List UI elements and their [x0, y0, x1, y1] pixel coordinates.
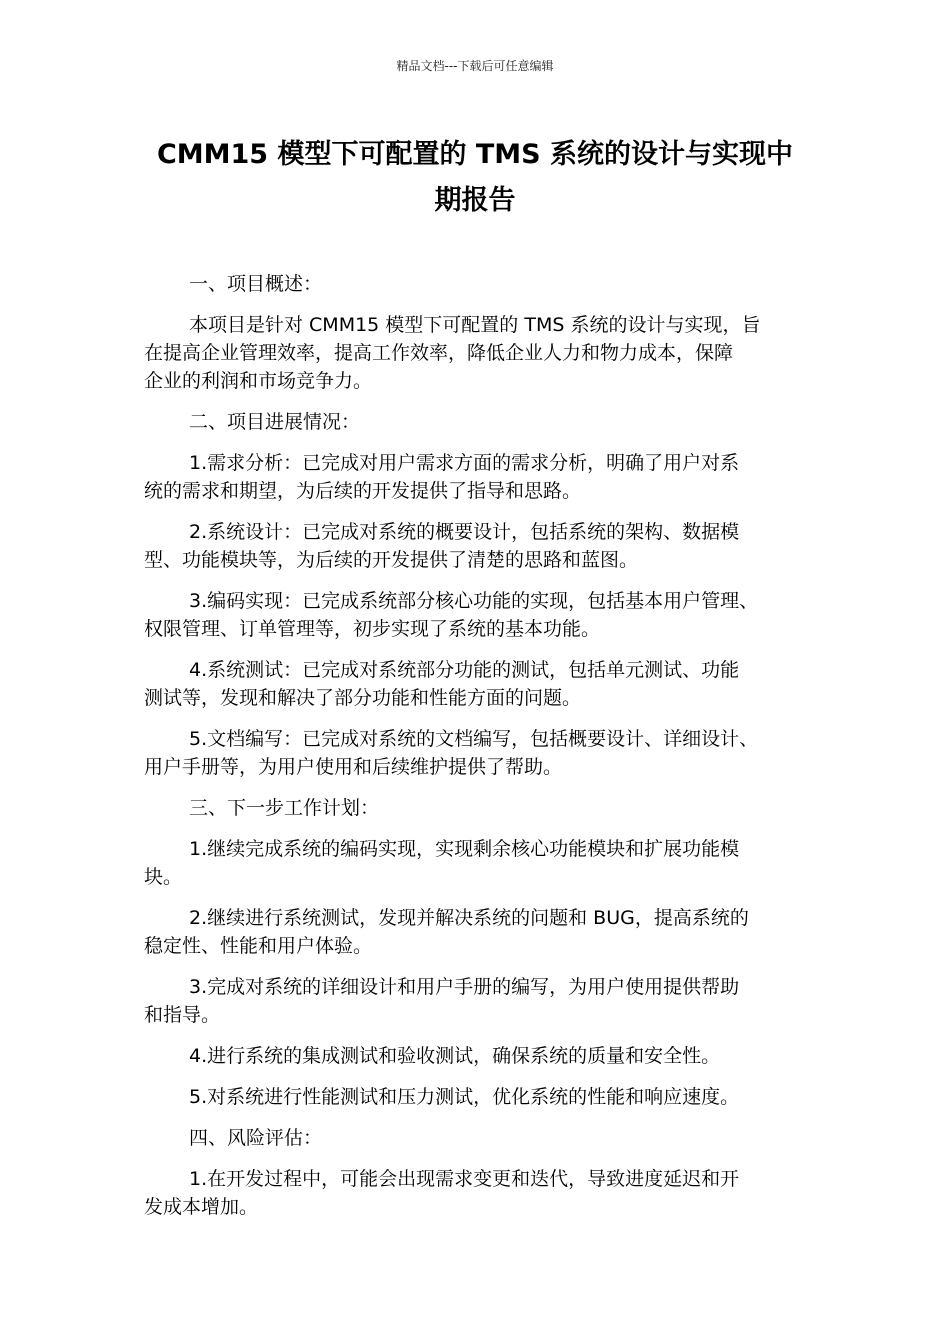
section-heading-overview: [144, 270, 806, 298]
text-line: 3.编码实现：已完成系统部分核心功能的实现，包括基本用户管理、: [189, 590, 759, 612]
title-line-2: 期报告: [434, 185, 516, 216]
text-line: 1.需求分析：已完成对用户需求方面的需求分析，明确了用户对系: [189, 452, 740, 474]
text-line: 权限管理、订单管理等，初步实现了系统的基本功能。: [144, 618, 601, 640]
text-line: 2.系统设计：已完成对系统的概要设计，包括系统的架构、数据模: [189, 521, 740, 543]
section-heading-progress: [144, 408, 806, 436]
progress-item-1: [144, 449, 806, 505]
text-line: 块。: [144, 866, 183, 888]
risk-item-1: [144, 1165, 806, 1221]
document-title: [140, 132, 810, 224]
text-line: 一、项目概述：: [189, 273, 323, 295]
overview-paragraph: [144, 311, 806, 395]
document-body: [144, 270, 806, 1234]
text-line: 本项目是针对 CMM15 模型下可配置的 TMS 系统的设计与实现，旨: [189, 314, 761, 336]
text-line: 1.在开发过程中，可能会出现需求变更和迭代，导致进度延迟和开: [189, 1168, 740, 1190]
title-line-1: CMM15 模型下可配置的 TMS 系统的设计与实现中: [156, 139, 794, 170]
text-line: 测试等，发现和解决了部分功能和性能方面的问题。: [144, 687, 582, 709]
text-line: 5.对系统进行性能测试和压力测试，优化系统的性能和响应速度。: [189, 1086, 740, 1108]
progress-item-3: [144, 587, 806, 643]
text-line: 5.文档编写：已完成对系统的文档编写，包括概要设计、详细设计、: [189, 728, 759, 750]
plan-item-4: [144, 1042, 806, 1070]
page-header: 精品文档---下载后可任意编辑: [396, 59, 554, 73]
section-heading-risk: [144, 1124, 806, 1152]
text-line: 在提高企业管理效率，提高工作效率，降低企业人力和物力成本，保障: [144, 342, 734, 364]
text-line: 发成本增加。: [144, 1196, 259, 1218]
text-line: 4.系统测试：已完成对系统部分功能的测试，包括单元测试、功能: [189, 659, 740, 681]
text-line: 用户手册等，为用户使用和后续维护提供了帮助。: [144, 756, 563, 778]
text-line: 三、下一步工作计划：: [189, 797, 380, 819]
progress-item-5: [144, 725, 806, 781]
plan-item-1: [144, 835, 806, 891]
text-line: 型、功能模块等，为后续的开发提供了清楚的思路和蓝图。: [144, 549, 639, 571]
text-line: 2.继续进行系统测试，发现并解决系统的问题和 BUG，提高系统的: [189, 907, 749, 929]
plan-item-3: [144, 973, 806, 1029]
plan-item-5: [144, 1083, 806, 1111]
text-line: 3.完成对系统的详细设计和用户手册的编写，为用户使用提供帮助: [189, 976, 740, 998]
text-line: 4.进行系统的集成测试和验收测试，确保系统的质量和安全性。: [189, 1045, 721, 1067]
text-line: 和指导。: [144, 1004, 221, 1026]
text-line: 四、风险评估：: [189, 1127, 323, 1149]
text-line: 统的需求和期望，为后续的开发提供了指导和思路。: [144, 480, 582, 502]
text-line: 稳定性、性能和用户体验。: [144, 935, 373, 957]
plan-item-2: [144, 904, 806, 960]
text-line: 1.继续完成系统的编码实现，实现剩余核心功能模块和扩展功能模: [189, 838, 740, 860]
text-line: 二、项目进展情况：: [189, 411, 361, 433]
progress-item-2: [144, 518, 806, 574]
text-line: 企业的利润和市场竞争力。: [144, 370, 373, 392]
section-heading-next-steps: [144, 794, 806, 822]
progress-item-4: [144, 656, 806, 712]
